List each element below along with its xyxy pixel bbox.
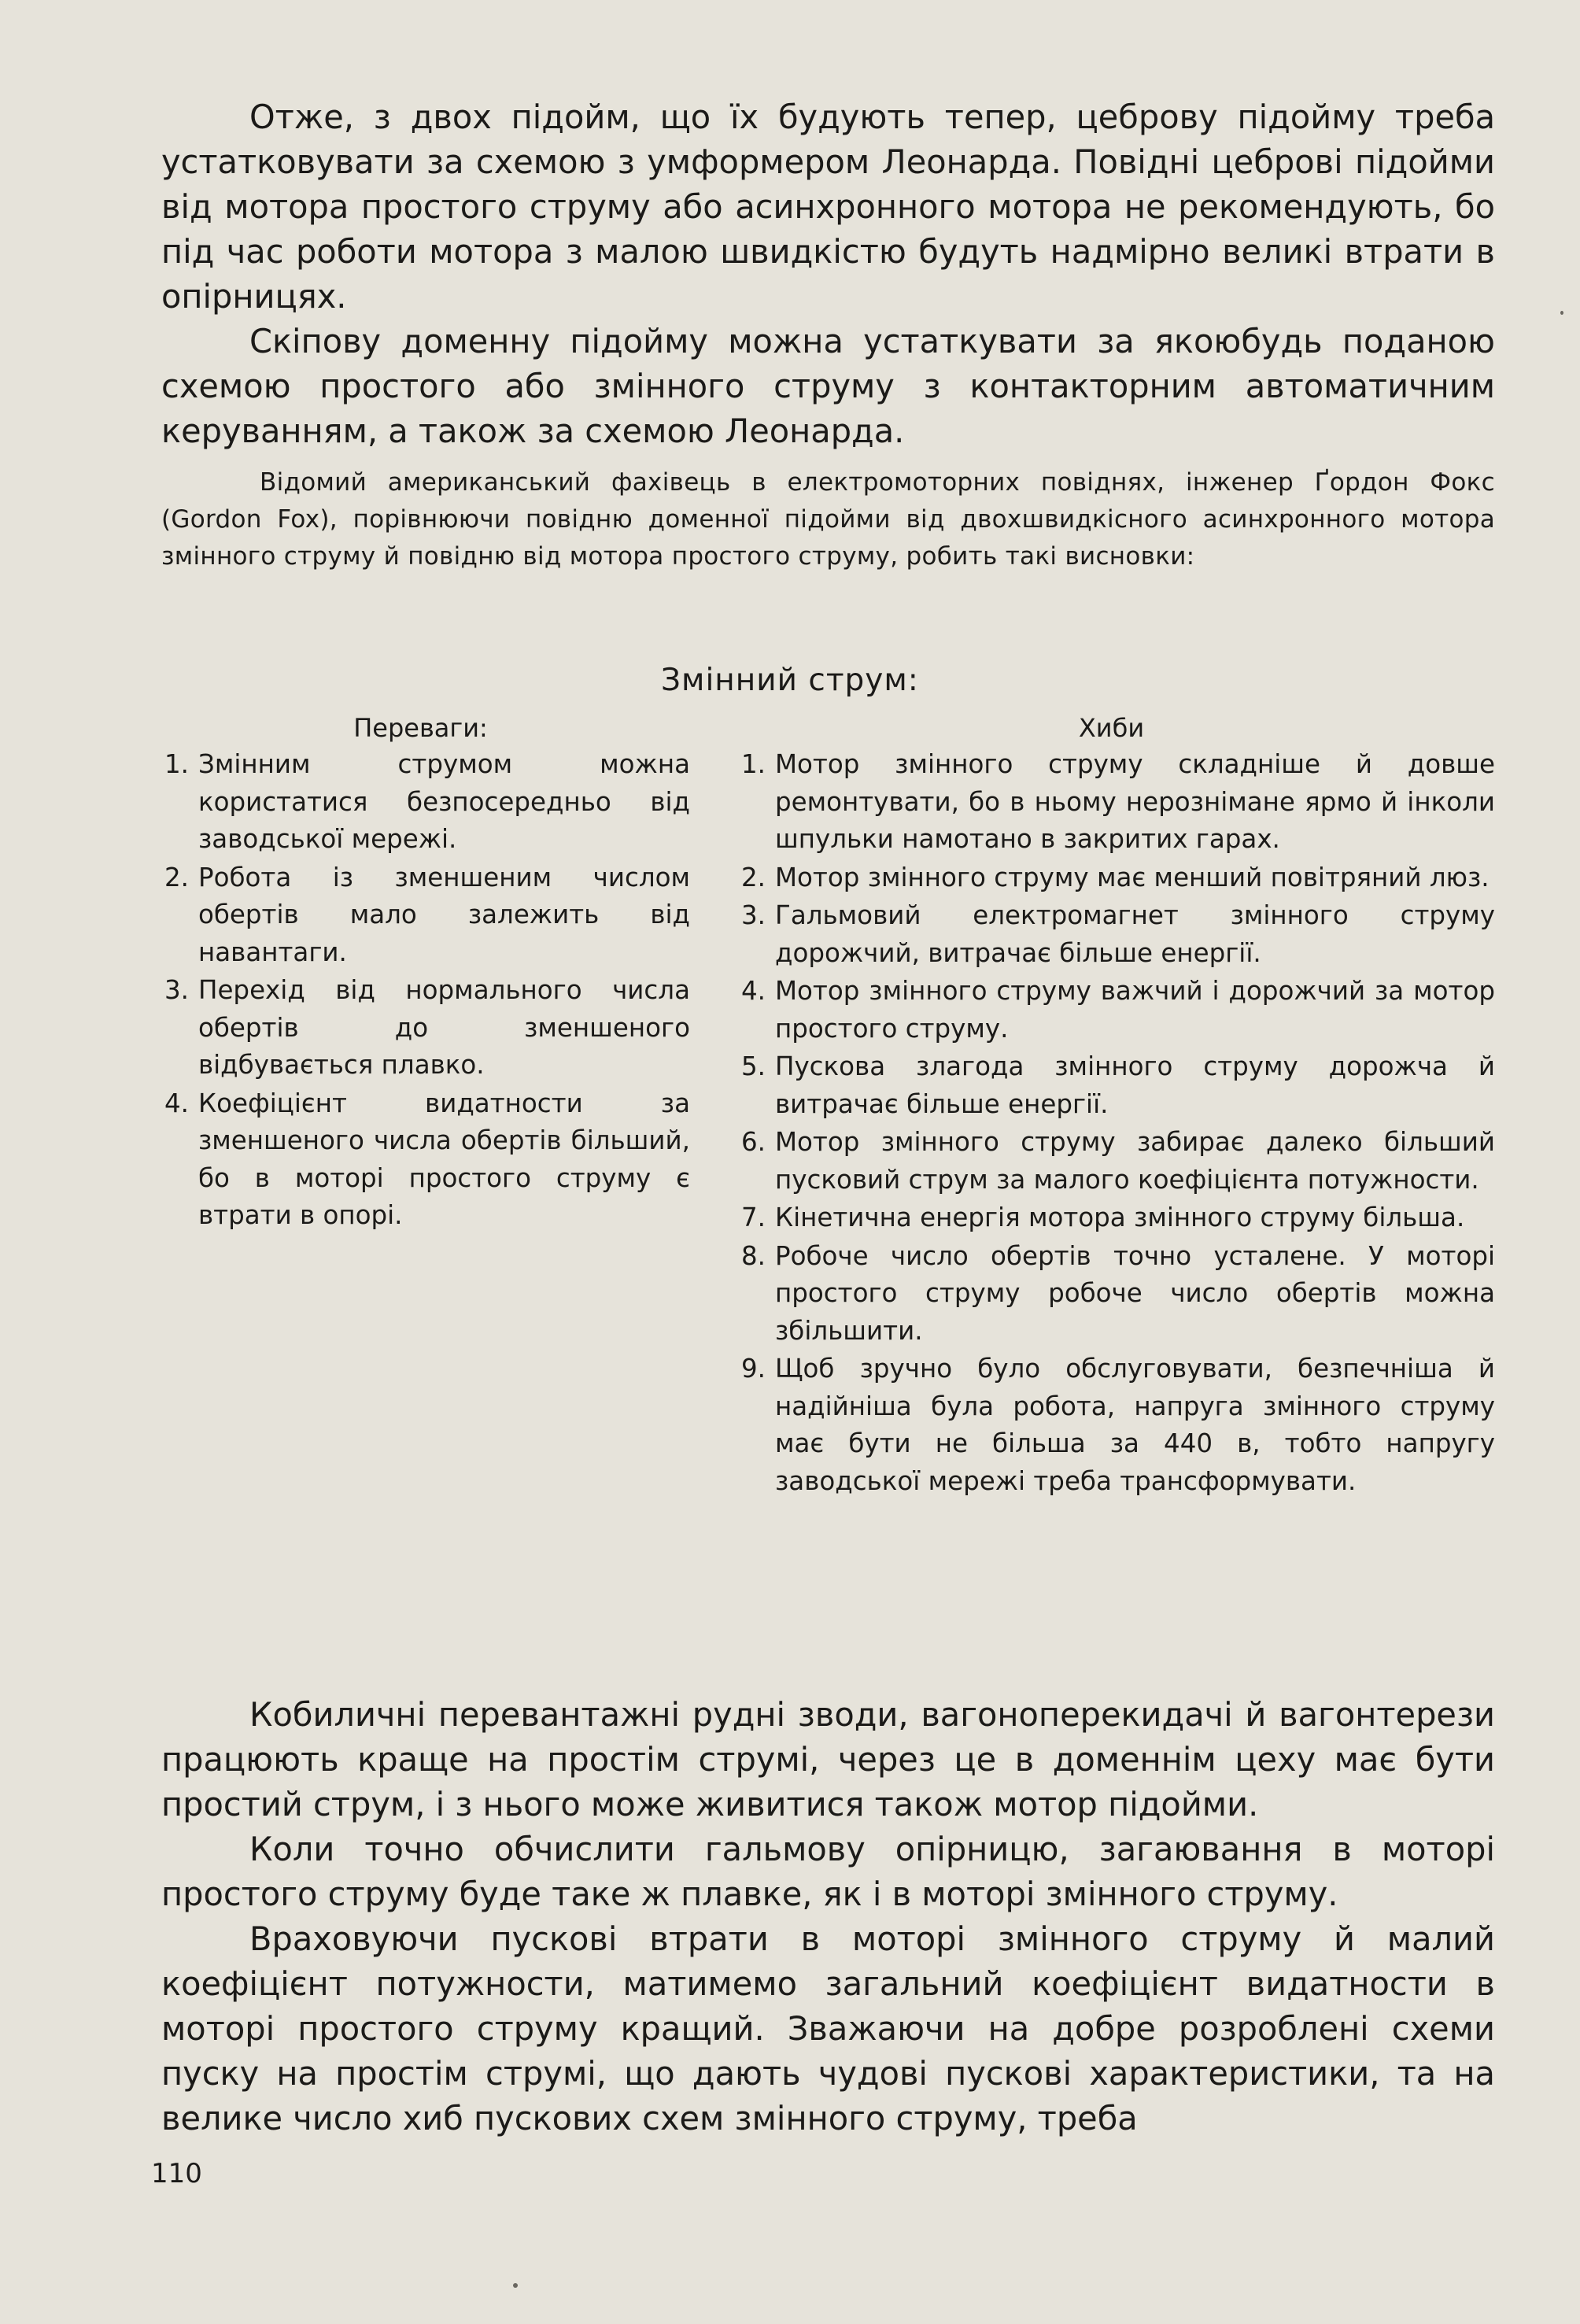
intro-text: [161, 94, 1495, 453]
list-item: 9. Щоб зручно було обслуговувати, безпечніша й надійніша була робота, напруга змінного струму має бути не більша за 440 в, тобто напругу заводської мережі треба трансформувати.: [740, 1354, 1495, 1496]
paper-speck: [1560, 311, 1563, 315]
comparison-heading: Змінний струм:: [661, 663, 919, 698]
list-item: 1. Мотор змінного струму складніше й довше ремонтувати, бо в ньому нерознімане ярмо й інколи шпульки намотано в закритих гарах.: [740, 749, 1495, 854]
drawbacks-column: [728, 713, 1495, 1501]
advantages-title: Переваги:: [353, 713, 488, 743]
list-item: 8. Робоче число обертів точно усталене. У моторі простого струму робоче число обертів можна збільшити.: [740, 1240, 1495, 1346]
advantages-list: [151, 746, 690, 1235]
list-item: 3. Гальмовий електромагнет змінного струму дорожчий, витрачає більше енергії.: [740, 900, 1495, 968]
list-item: 3. Перехід від нормального числа обертів до зменшеного відбувається плавко.: [164, 975, 690, 1080]
list-item: 6. Мотор змінного струму забирає далеко більший пусковий струм за малого коефіцієнта потужности.: [740, 1127, 1495, 1195]
drawbacks-title: Хиби: [1078, 713, 1145, 743]
list-item: 4. Коефіцієнт видатности за зменшеного числа обертів більший, бо в моторі простого струму є втрати в опорі.: [164, 1088, 690, 1230]
note-text: [161, 464, 1495, 575]
paragraph: Отже, з двох підойм, що їх будують тепер, цеброву підойму треба устатковувати за схемою з умформером Леонарда. Повідні цеброві підойми від мотора простого струму або асинхронного мотора не рекомендують, бо під час роботи мотора з малою швидкістю будуть надмірно великі втрати в опірницях.: [161, 98, 1495, 316]
list-item: 4. Мотор змінного струму важчий і дорожчий за мотор простого струму.: [740, 976, 1495, 1044]
list-item: 2. Робота із зменшеним числом обертів мало залежить від навантаги.: [164, 862, 690, 967]
list-item: 5. Пускова злагода змінного струму дорожча й витрачає більше енергії.: [740, 1051, 1495, 1119]
page-number: 110: [151, 2158, 202, 2189]
paragraph: Кобиличні перевантажні рудні зводи, вагоноперекидачі й вагонтерези працюють краще на простім струмі, через це в доменнім цеху має бути простий струм, і з нього може живитися також мотор підойми.: [161, 1695, 1495, 1823]
paper-speck: [513, 2283, 518, 2288]
list-item: 2. Мотор змінного струму має менший повітряний люз.: [740, 862, 1490, 892]
paragraph: Враховуючи пускові втрати в моторі змінного струму й малий коефіцієнт потужности, матимемо загальний коефіцієнт видатности в моторі простого струму кращий. Зважаючи на добре розроблені схеми пуску на простім струмі, що дають чудові пускові характеристики, та на велике число хиб пускових схем змінного струму, треба: [161, 1919, 1495, 2137]
drawbacks-list: [728, 746, 1495, 1500]
list-item: 7. Кінетична енергія мотора змінного струму більша.: [740, 1203, 1465, 1232]
paragraph: Скіпову доменну підойму можна устаткувати за якоюбудь поданою схемою простого або змінного струму з контакторним автоматичним керуванням, а також за схемою Леонарда.: [161, 322, 1495, 450]
list-item: 1. Змінним струмом можна користатися безпосередньо від заводської мережі.: [164, 749, 690, 854]
paragraph: Коли точно обчислити гальмову опірницю, загаювання в моторі простого струму буде таке ж плавке, як і в моторі змінного струму.: [161, 1830, 1495, 1913]
advantages-column: [151, 713, 690, 1236]
note-paragraph: Відомий американський фахівець в електромоторних повіднях, інженер Ґордон Фокс (Gordon Fox), порівнюючи повідню доменної підойми від двохшвидкісного асинхронного мотора змінного струму й повідню від мотора простого струму, робить такі висновки:: [161, 468, 1495, 571]
closing-text: [161, 1692, 1495, 2141]
